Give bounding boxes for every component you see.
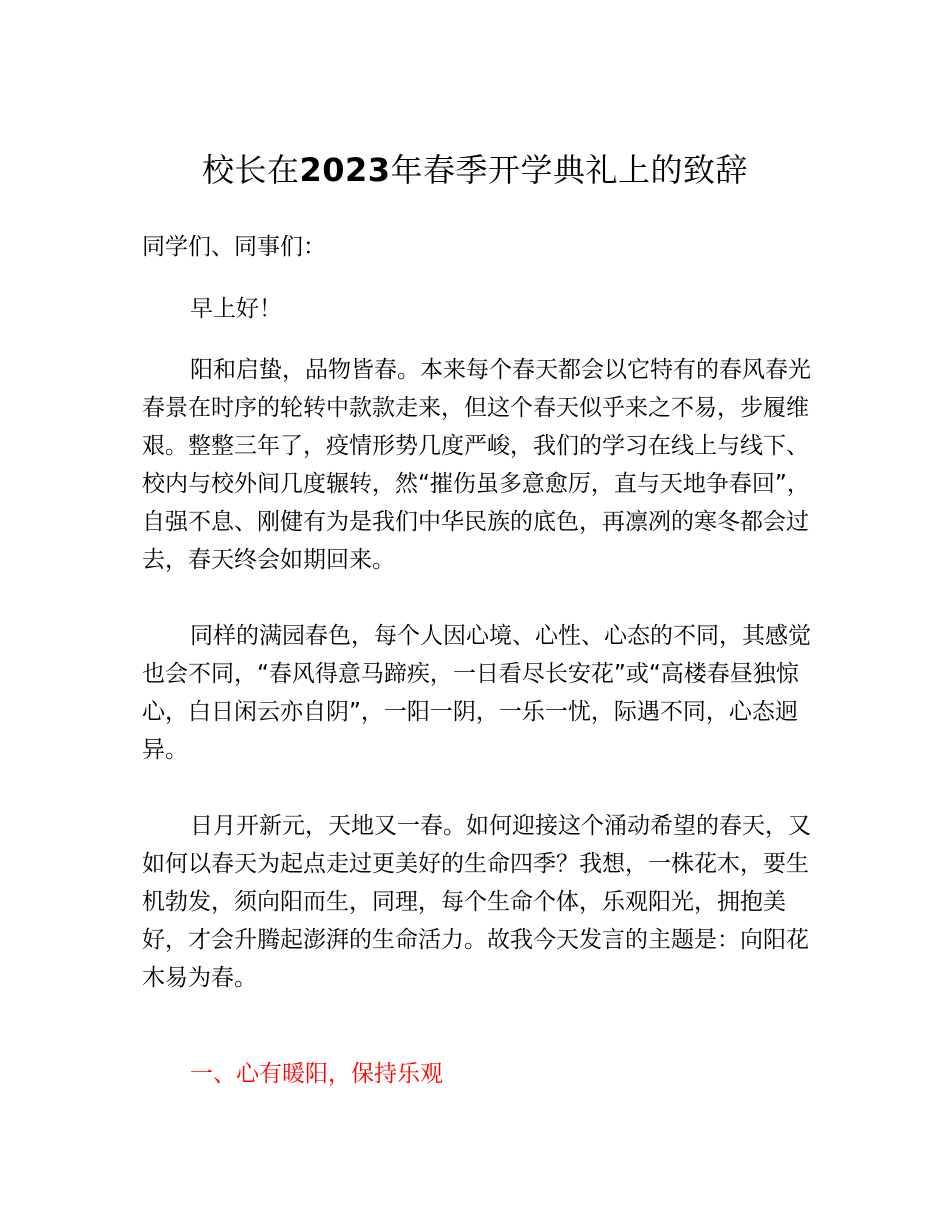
title-suffix: 年春季开学典礼上的致辞 (390, 151, 749, 189)
title-year: 2023 (299, 151, 391, 189)
paragraph-2: 同样的满园春色，每个人因心境、心性、心态的不同，其感觉也会不同，“春风得意马蹄疾，一日看尽长安花”或“高楼春昼独惊心，白日闲云亦自阴”，一阳一阴，一乐一忧，际遇不同，心态迥异。 (142, 623, 811, 763)
paragraph-1: 阳和启蛰，品物皆春。本来每个春天都会以它特有的春风春光春景在时序的轮转中款款走来，但这个春天似乎来之不易，步履维艰。整整三年了，疫情形势几度严峻，我们的学习在线上与线下、校内与校外间几度辗转，然“摧伤虽多意愈厉，直与天地争春回”，自强不息、刚健有为是我们中华民族的底色，再凛冽的寒冬都会过去，春天终会如期回来。 (142, 357, 811, 573)
document-title (0, 146, 950, 194)
paragraph-3: 日月开新元，天地又一春。如何迎接这个涌动希望的春天，又如何以春天为起点走过更美好的生命四季？我想，一株花木，要生机勃发，须向阳而生，同理，每个生命个体，乐观阳光，拥抱美好，才会升腾起澎湃的生命活力。故我今天发言的主题是：向阳花木易为春。 (142, 813, 811, 991)
salutation: 同学们、同事们： (142, 234, 326, 260)
section-heading: 一、心有暖阳，保持乐观 (190, 1061, 443, 1087)
title-prefix: 校长在 (201, 151, 300, 189)
greeting: 早上好！ (190, 296, 282, 322)
